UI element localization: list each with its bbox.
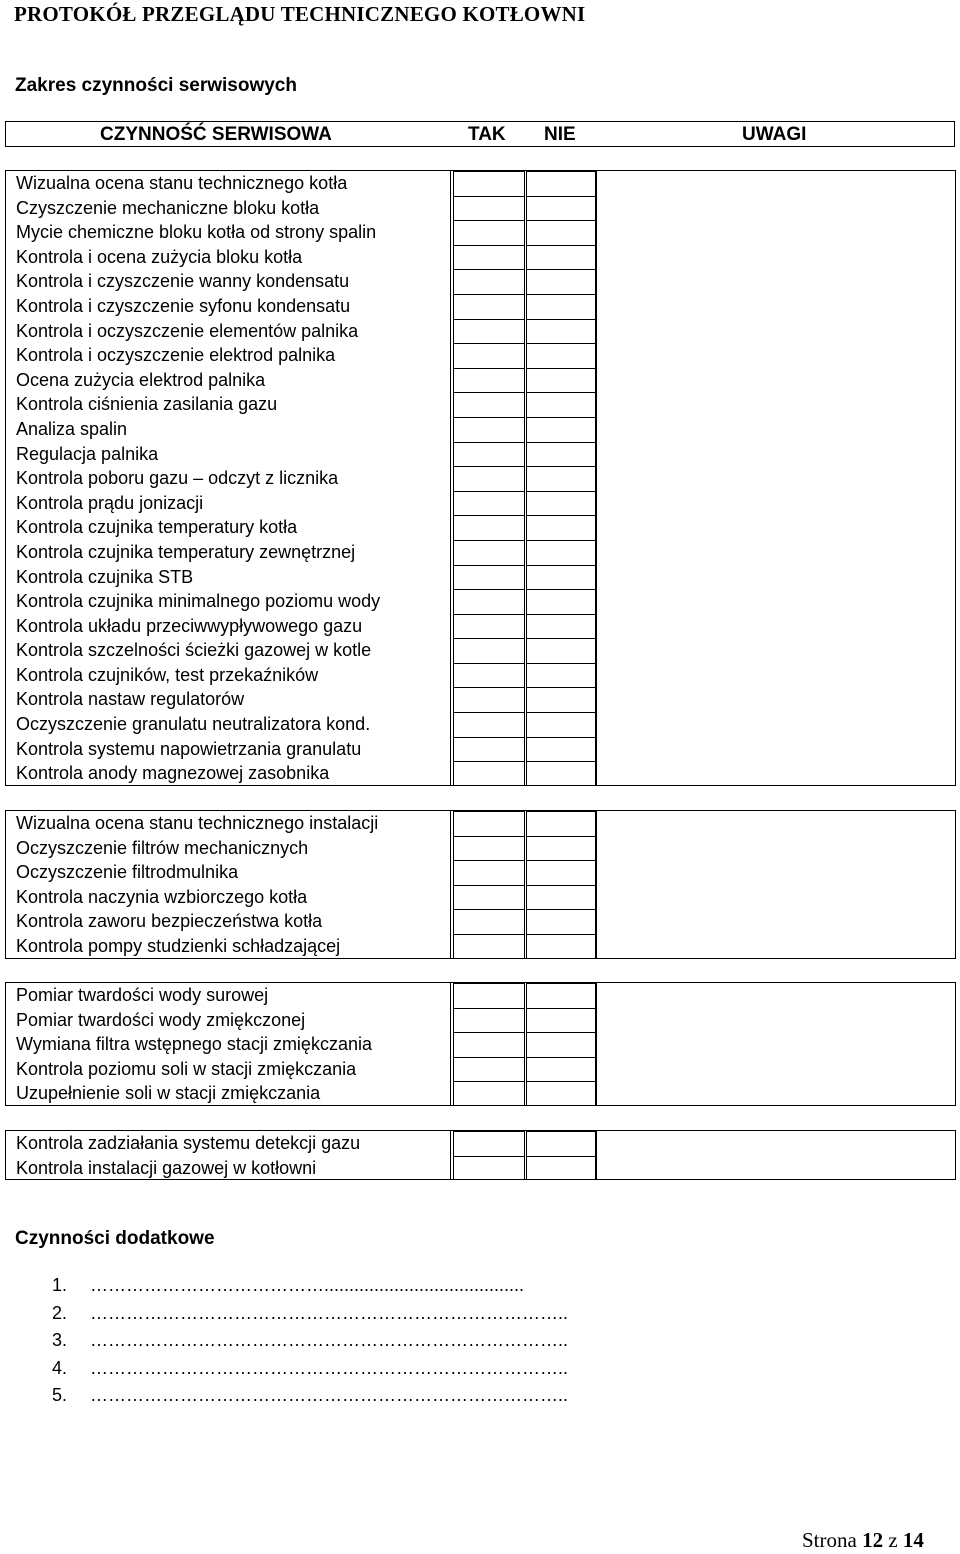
row-label: Oczyszczenie filtrodmulnika <box>16 862 239 883</box>
no-checkbox-cell[interactable] <box>526 269 597 294</box>
notes-cell[interactable] <box>597 712 955 737</box>
yes-checkbox-cell[interactable] <box>453 761 525 786</box>
table-row <box>6 663 955 688</box>
notes-cell[interactable] <box>597 836 955 861</box>
row-label: Kontrola czujników, test przekaźników <box>16 664 319 685</box>
notes-cell[interactable] <box>597 417 955 442</box>
table-row <box>6 245 955 270</box>
yes-checkbox-cell[interactable] <box>453 1032 525 1057</box>
yes-checkbox-cell[interactable] <box>453 1131 525 1156</box>
yes-checkbox-cell[interactable] <box>453 737 525 762</box>
yes-checkbox-cell[interactable] <box>453 269 525 294</box>
yes-checkbox-cell[interactable] <box>453 836 525 861</box>
table-row <box>6 515 955 540</box>
yes-checkbox-cell[interactable] <box>453 368 525 393</box>
table-row <box>6 1032 955 1057</box>
notes-cell[interactable] <box>597 269 955 294</box>
no-checkbox-cell[interactable] <box>526 614 597 639</box>
yes-checkbox-cell[interactable] <box>453 417 525 442</box>
notes-cell[interactable] <box>597 368 955 393</box>
table-row <box>6 885 955 910</box>
table-row <box>6 737 955 762</box>
item-fill-line[interactable]: …………………………………………………………………….. <box>90 1302 569 1323</box>
row-label: Analiza spalin <box>16 418 128 439</box>
row-label: Kontrola czujnika minimalnego poziomu wody <box>16 591 381 612</box>
no-checkbox-cell[interactable] <box>526 565 597 590</box>
yes-checkbox-cell[interactable] <box>453 687 525 712</box>
table-row <box>6 466 955 491</box>
no-checkbox-cell[interactable] <box>526 811 597 836</box>
footer-sep: z <box>888 1528 898 1552</box>
notes-cell[interactable] <box>597 319 955 344</box>
row-label: Kontrola czujnika temperatury zewnętrznej <box>16 541 356 562</box>
yes-checkbox-cell[interactable] <box>453 663 525 688</box>
no-checkbox-cell[interactable] <box>526 245 597 270</box>
notes-cell[interactable] <box>597 614 955 639</box>
table-row <box>6 1156 955 1181</box>
row-label: Kontrola i oczyszczenie elektrod palnika <box>16 345 336 366</box>
no-checkbox-cell[interactable] <box>526 1131 597 1156</box>
notes-cell[interactable] <box>597 294 955 319</box>
no-checkbox-cell[interactable] <box>526 1057 597 1082</box>
table-row <box>6 269 955 294</box>
row-label: Ocena zużycia elektrod palnika <box>16 369 266 390</box>
yes-checkbox-cell[interactable] <box>453 909 525 934</box>
row-label: Kontrola układu przeciwwypływowego gazu <box>16 615 363 636</box>
no-checkbox-cell[interactable] <box>526 220 597 245</box>
yes-checkbox-cell[interactable] <box>453 983 525 1008</box>
notes-cell[interactable] <box>597 638 955 663</box>
item-fill-line[interactable]: …………………………………………………………………….. <box>90 1330 569 1350</box>
row-label: Oczyszczenie filtrów mechanicznych <box>16 837 309 858</box>
yes-checkbox-cell[interactable] <box>453 294 525 319</box>
item-fill-line[interactable]: …………………………………………………………………….. <box>90 1357 569 1378</box>
table-row <box>6 614 955 639</box>
document-title: PROTOKÓŁ PRZEGLĄDU TECHNICZNEGO KOTŁOWNI <box>14 2 586 26</box>
no-checkbox-cell[interactable] <box>526 442 597 467</box>
table-row <box>6 589 955 614</box>
no-checkbox-cell[interactable] <box>526 712 597 737</box>
row-label: Kontrola czujnika STB <box>16 566 194 587</box>
table-row <box>6 638 955 663</box>
yes-checkbox-cell[interactable] <box>453 860 525 885</box>
table-row <box>6 540 955 565</box>
notes-cell[interactable] <box>597 687 955 712</box>
table-row <box>6 836 955 861</box>
notes-cell[interactable] <box>597 1156 955 1181</box>
checklist-group <box>5 170 956 786</box>
yes-checkbox-cell[interactable] <box>453 1081 525 1106</box>
no-checkbox-cell[interactable] <box>526 663 597 688</box>
table-row <box>6 687 955 712</box>
row-label: Kontrola naczynia wzbiorczego kotła <box>16 886 308 907</box>
row-label: Kontrola prądu jonizacji <box>16 492 204 513</box>
table-row <box>6 1081 955 1106</box>
row-label: Oczyszczenie granulatu neutralizatora kond. <box>16 714 371 735</box>
row-label: Kontrola ciśnienia zasilania gazu <box>16 394 278 415</box>
row-label: Kontrola pompy studzienki schładzającej <box>16 935 341 956</box>
no-checkbox-cell[interactable] <box>526 515 597 540</box>
yes-checkbox-cell[interactable] <box>453 466 525 491</box>
yes-checkbox-cell[interactable] <box>453 638 525 663</box>
table-row <box>6 368 955 393</box>
no-checkbox-cell[interactable] <box>526 885 597 910</box>
footer-total: 14 <box>902 1528 924 1552</box>
no-checkbox-cell[interactable] <box>526 1032 597 1057</box>
yes-checkbox-cell[interactable] <box>453 934 525 959</box>
table-row <box>6 811 955 836</box>
row-label: Kontrola zaworu bezpieczeństwa kotła <box>16 911 323 932</box>
notes-cell[interactable] <box>597 811 955 836</box>
row-label: Wizualna ocena stanu technicznego instalacji <box>16 813 379 833</box>
row-label: Kontrola i oczyszczenie elementów palnika <box>16 320 359 341</box>
item-number: 3. <box>52 1330 68 1350</box>
no-checkbox-cell[interactable] <box>526 1081 597 1106</box>
no-checkbox-cell[interactable] <box>526 934 597 959</box>
notes-cell[interactable] <box>597 565 955 590</box>
yes-checkbox-cell[interactable] <box>453 343 525 368</box>
row-label: Uzupełnienie soli w stacji zmiękczania <box>16 1083 321 1104</box>
row-label: Pomiar twardości wody zmiękczonej <box>16 1009 306 1030</box>
no-checkbox-cell[interactable] <box>526 1156 597 1181</box>
row-label: Kontrola poziomu soli w stacji zmiękczania <box>16 1058 357 1079</box>
yes-checkbox-cell[interactable] <box>453 515 525 540</box>
no-checkbox-cell[interactable] <box>526 983 597 1008</box>
item-number: 4. <box>52 1357 68 1378</box>
table-row <box>6 909 955 934</box>
row-label: Kontrola poboru gazu – odczyt z licznika <box>16 468 339 489</box>
notes-cell[interactable] <box>597 392 955 417</box>
row-label: Mycie chemiczne bloku kotła od strony spalin <box>16 222 377 243</box>
yes-checkbox-cell[interactable] <box>453 171 525 196</box>
header-yes: TAK <box>468 124 506 145</box>
yes-checkbox-cell[interactable] <box>453 245 525 270</box>
no-checkbox-cell[interactable] <box>526 343 597 368</box>
yes-checkbox-cell[interactable] <box>453 196 525 221</box>
item-number: 1. <box>52 1275 68 1295</box>
no-checkbox-cell[interactable] <box>526 466 597 491</box>
no-checkbox-cell[interactable] <box>526 836 597 861</box>
table-row <box>6 1008 955 1033</box>
notes-cell[interactable] <box>597 1008 955 1033</box>
notes-cell[interactable] <box>597 1032 955 1057</box>
row-label: Kontrola szczelności ścieżki gazowej w kotle <box>16 640 372 661</box>
yes-checkbox-cell[interactable] <box>453 885 525 910</box>
row-label: Kontrola instalacji gazowej w kotłowni <box>16 1157 317 1178</box>
no-checkbox-cell[interactable] <box>526 417 597 442</box>
table-row <box>6 565 955 590</box>
item-number: 2. <box>52 1302 68 1323</box>
yes-checkbox-cell[interactable] <box>453 319 525 344</box>
table-row <box>6 712 955 737</box>
no-checkbox-cell[interactable] <box>526 540 597 565</box>
yes-checkbox-cell[interactable] <box>453 614 525 639</box>
notes-cell[interactable] <box>597 909 955 934</box>
row-label: Kontrola czujnika temperatury kotła <box>16 517 298 538</box>
yes-checkbox-cell[interactable] <box>453 392 525 417</box>
no-checkbox-cell[interactable] <box>526 392 597 417</box>
no-checkbox-cell[interactable] <box>526 171 597 196</box>
table-row <box>6 1131 955 1156</box>
notes-cell[interactable] <box>597 442 955 467</box>
notes-cell[interactable] <box>597 171 955 196</box>
no-checkbox-cell[interactable] <box>526 196 597 221</box>
additional-item <box>52 1385 568 1406</box>
row-label: Pomiar twardości wody surowej <box>16 985 269 1005</box>
yes-checkbox-cell[interactable] <box>453 1156 525 1181</box>
row-label: Czyszczenie mechaniczne bloku kotła <box>16 197 320 218</box>
notes-cell[interactable] <box>597 1081 955 1106</box>
table-row <box>6 196 955 221</box>
row-label: Kontrola i czyszczenie wanny kondensatu <box>16 271 350 292</box>
notes-cell[interactable] <box>597 983 955 1008</box>
no-checkbox-cell[interactable] <box>526 761 597 786</box>
no-checkbox-cell[interactable] <box>526 589 597 614</box>
yes-checkbox-cell[interactable] <box>453 811 525 836</box>
notes-cell[interactable] <box>597 1131 955 1156</box>
notes-cell[interactable] <box>597 220 955 245</box>
notes-cell[interactable] <box>597 466 955 491</box>
section-heading: Zakres czynności serwisowych <box>15 75 297 96</box>
additional-item <box>52 1330 568 1351</box>
table-row <box>6 442 955 467</box>
notes-cell[interactable] <box>597 515 955 540</box>
notes-cell[interactable] <box>597 491 955 516</box>
checklist-group <box>5 982 956 1106</box>
notes-cell[interactable] <box>597 245 955 270</box>
table-row <box>6 392 955 417</box>
yes-checkbox-cell[interactable] <box>453 491 525 516</box>
row-label: Kontrola i czyszczenie syfonu kondensatu <box>16 295 351 316</box>
notes-cell[interactable] <box>597 934 955 959</box>
row-label: Kontrola zadziałania systemu detekcji gazu <box>16 1133 361 1153</box>
no-checkbox-cell[interactable] <box>526 1008 597 1033</box>
notes-cell[interactable] <box>597 663 955 688</box>
yes-checkbox-cell[interactable] <box>453 1008 525 1033</box>
table-row <box>6 761 955 786</box>
additional-item <box>52 1275 524 1296</box>
table-row <box>6 319 955 344</box>
item-number: 5. <box>52 1385 68 1405</box>
no-checkbox-cell[interactable] <box>526 491 597 516</box>
table-row <box>6 220 955 245</box>
notes-cell[interactable] <box>597 860 955 885</box>
table-row <box>6 294 955 319</box>
table-row <box>6 171 955 196</box>
item-fill-line[interactable]: …………………………………………………………………….. <box>90 1385 569 1405</box>
yes-checkbox-cell[interactable] <box>453 442 525 467</box>
row-label: Regulacja palnika <box>16 443 159 464</box>
page-footer <box>802 1528 924 1553</box>
notes-cell[interactable] <box>597 589 955 614</box>
additional-heading: Czynności dodatkowe <box>15 1228 215 1249</box>
additional-item <box>52 1303 568 1324</box>
header-notes: UWAGI <box>742 124 807 145</box>
table-row <box>6 934 955 959</box>
additional-item <box>52 1358 568 1379</box>
table-row <box>6 860 955 885</box>
footer-page: 12 <box>862 1528 884 1552</box>
notes-cell[interactable] <box>597 737 955 762</box>
table-row <box>6 417 955 442</box>
row-label: Kontrola i ocena zużycia bloku kotła <box>16 246 303 267</box>
yes-checkbox-cell[interactable] <box>453 712 525 737</box>
row-label: Kontrola nastaw regulatorów <box>16 689 245 710</box>
header-no: NIE <box>544 124 576 145</box>
row-label: Wymiana filtra wstępnego stacji zmiękczania <box>16 1034 372 1055</box>
yes-checkbox-cell[interactable] <box>453 540 525 565</box>
no-checkbox-cell[interactable] <box>526 860 597 885</box>
header-activity: CZYNNOŚĆ SERWISOWA <box>100 124 332 145</box>
notes-cell[interactable] <box>597 540 955 565</box>
notes-cell[interactable] <box>597 196 955 221</box>
no-checkbox-cell[interactable] <box>526 638 597 663</box>
yes-checkbox-cell[interactable] <box>453 220 525 245</box>
yes-checkbox-cell[interactable] <box>453 589 525 614</box>
notes-cell[interactable] <box>597 1057 955 1082</box>
table-header <box>5 121 955 147</box>
table-row <box>6 491 955 516</box>
no-checkbox-cell[interactable] <box>526 909 597 934</box>
table-row <box>6 343 955 368</box>
no-checkbox-cell[interactable] <box>526 294 597 319</box>
row-label: Kontrola systemu napowietrzania granulatu <box>16 738 362 759</box>
no-checkbox-cell[interactable] <box>526 687 597 712</box>
no-checkbox-cell[interactable] <box>526 737 597 762</box>
no-checkbox-cell[interactable] <box>526 368 597 393</box>
row-label: Wizualna ocena stanu technicznego kotła <box>16 173 348 193</box>
no-checkbox-cell[interactable] <box>526 319 597 344</box>
row-label: Kontrola anody magnezowej zasobnika <box>16 763 330 784</box>
yes-checkbox-cell[interactable] <box>453 565 525 590</box>
table-row <box>6 1057 955 1082</box>
table-row <box>6 983 955 1008</box>
checklist-group <box>5 1130 956 1180</box>
footer-prefix: Strona <box>802 1528 857 1552</box>
yes-checkbox-cell[interactable] <box>453 1057 525 1082</box>
notes-cell[interactable] <box>597 343 955 368</box>
notes-cell[interactable] <box>597 885 955 910</box>
notes-cell[interactable] <box>597 761 955 786</box>
item-fill-line[interactable]: …………………………………........................................ <box>90 1275 525 1295</box>
checklist-group <box>5 810 956 959</box>
